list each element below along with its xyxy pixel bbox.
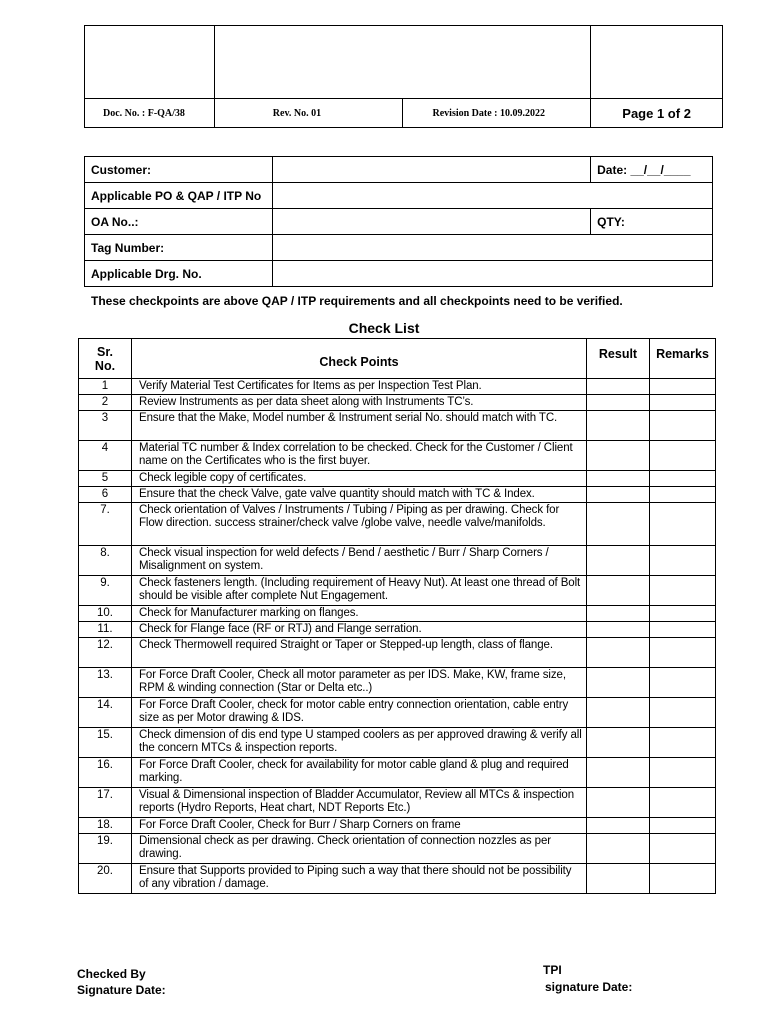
row-result-cell[interactable]	[587, 834, 650, 864]
row-result-cell[interactable]	[587, 471, 650, 487]
row-result-cell[interactable]	[587, 606, 650, 622]
row-sr-no: 8.	[79, 546, 132, 576]
row-sr-no: 19.	[79, 834, 132, 864]
row-sr-no: 5	[79, 471, 132, 487]
row-remarks-cell[interactable]	[650, 606, 716, 622]
row-remarks-cell[interactable]	[650, 487, 716, 503]
row-remarks-cell[interactable]	[650, 395, 716, 411]
row-remarks-cell[interactable]	[650, 622, 716, 638]
row-sr-no: 11.	[79, 622, 132, 638]
qty-label: QTY:	[591, 209, 713, 235]
row-sr-no: 7.	[79, 503, 132, 546]
row-result-cell[interactable]	[587, 546, 650, 576]
row-remarks-cell[interactable]	[650, 411, 716, 441]
checklist-row	[79, 622, 716, 638]
row-remarks-cell[interactable]	[650, 818, 716, 834]
row-check-point: Check Thermowell required Straight or Taper or Stepped-up length, class of flange.	[132, 638, 587, 668]
checklist-row	[79, 487, 716, 503]
row-check-point: Ensure that the check Valve, gate valve quantity should match with TC & Index.	[132, 487, 587, 503]
row-result-cell[interactable]	[587, 576, 650, 606]
checklist-row	[79, 668, 716, 698]
row-result-cell[interactable]	[587, 395, 650, 411]
row-remarks-cell[interactable]	[650, 546, 716, 576]
row-result-cell[interactable]	[587, 668, 650, 698]
row-remarks-cell[interactable]	[650, 576, 716, 606]
row-sr-no: 16.	[79, 758, 132, 788]
checklist-row	[79, 395, 716, 411]
row-remarks-cell[interactable]	[650, 503, 716, 546]
row-result-cell[interactable]	[587, 818, 650, 834]
logo-cell	[85, 26, 215, 99]
row-sr-no: 3	[79, 411, 132, 441]
drawing-label: Applicable Drg. No.	[85, 261, 273, 287]
checklist-row	[79, 471, 716, 487]
row-sr-no: 18.	[79, 818, 132, 834]
doc-number: Doc. No. : F-QA/38	[85, 99, 215, 128]
checklist-row	[79, 379, 716, 395]
checked-by-block	[77, 966, 166, 998]
row-check-point: Review Instruments as per data sheet along with Instruments TC’s.	[132, 395, 587, 411]
checklist-row	[79, 606, 716, 622]
row-check-point: For Force Draft Cooler, check for motor cable entry connection orientation, cable entry size as per Motor drawing & IDS.	[132, 698, 587, 728]
customer-field[interactable]	[272, 157, 590, 183]
row-sr-no: 10.	[79, 606, 132, 622]
row-check-point: Material TC number & Index correlation to be checked. Check for the Customer / Client name on the Certificates who is the first buyer.	[132, 441, 587, 471]
row-check-point: Verify Material Test Certificates for Items as per Inspection Test Plan.	[132, 379, 587, 395]
row-check-point: Ensure that the Make, Model number & Instrument serial No. should match with TC.	[132, 411, 587, 441]
row-result-cell[interactable]	[587, 864, 650, 894]
header-check-points: Check Points	[132, 339, 587, 379]
checklist-row	[79, 864, 716, 894]
row-sr-no: 14.	[79, 698, 132, 728]
row-result-cell[interactable]	[587, 411, 650, 441]
checklist-row	[79, 834, 716, 864]
row-remarks-cell[interactable]	[650, 864, 716, 894]
revision-number: Rev. No. 01	[214, 99, 402, 128]
row-remarks-cell[interactable]	[650, 834, 716, 864]
title-cell	[214, 26, 590, 99]
row-result-cell[interactable]	[587, 441, 650, 471]
row-remarks-cell[interactable]	[650, 698, 716, 728]
row-result-cell[interactable]	[587, 728, 650, 758]
row-remarks-cell[interactable]	[650, 788, 716, 818]
checklist-row	[79, 728, 716, 758]
checked-by-label: Checked By	[77, 967, 146, 981]
row-sr-no: 15.	[79, 728, 132, 758]
row-sr-no: 17.	[79, 788, 132, 818]
checklist-row	[79, 818, 716, 834]
row-check-point: Check for Flange face (RF or RTJ) and Flange serration.	[132, 622, 587, 638]
row-sr-no: 20.	[79, 864, 132, 894]
customer-label: Customer:	[85, 157, 273, 183]
row-check-point: Check for Manufacturer marking on flanges.	[132, 606, 587, 622]
document-header	[84, 25, 723, 128]
row-sr-no: 1	[79, 379, 132, 395]
checklist-row	[79, 698, 716, 728]
row-result-cell[interactable]	[587, 487, 650, 503]
checklist-row	[79, 546, 716, 576]
date-label: Date: __/__/____	[591, 157, 713, 183]
row-check-point: Check dimension of dis end type U stamped coolers as per approved drawing & verify all the concern MTCs & inspection reports.	[132, 728, 587, 758]
row-remarks-cell[interactable]	[650, 441, 716, 471]
row-result-cell[interactable]	[587, 622, 650, 638]
po-label: Applicable PO & QAP / ITP No	[85, 183, 273, 209]
drawing-field[interactable]	[272, 261, 712, 287]
checklist-row	[79, 638, 716, 668]
row-check-point: Check legible copy of certificates.	[132, 471, 587, 487]
tag-field[interactable]	[272, 235, 712, 261]
tpi-block	[543, 962, 632, 995]
tpi-signature-date-label: signature Date:	[545, 980, 633, 994]
row-sr-no: 9.	[79, 576, 132, 606]
checklist-row	[79, 788, 716, 818]
oa-field[interactable]	[272, 209, 590, 235]
customer-info-table	[84, 156, 713, 287]
checklist-row	[79, 758, 716, 788]
page-number: Page 1 of 2	[591, 99, 723, 128]
row-result-cell[interactable]	[587, 758, 650, 788]
row-check-point: For Force Draft Cooler, Check for Burr / Sharp Corners on frame	[132, 818, 587, 834]
row-result-cell[interactable]	[587, 788, 650, 818]
row-sr-no: 12.	[79, 638, 132, 668]
row-check-point: Ensure that Supports provided to Piping such a way that there should not be possibility of any vibration / damage.	[132, 864, 587, 894]
row-sr-no: 2	[79, 395, 132, 411]
checkpoint-note: These checkpoints are above QAP / ITP requirements and all checkpoints need to be verified.	[91, 294, 623, 308]
checklist-table	[78, 338, 716, 894]
row-check-point: Check orientation of Valves / Instruments / Tubing / Piping as per drawing. Check for Flow direction. success strainer/check valve /globe valve, needle valve/manifolds.	[132, 503, 587, 546]
checklist-row	[79, 576, 716, 606]
row-check-point: For Force Draft Cooler, check for availability for motor cable gland & plug and required marking.	[132, 758, 587, 788]
row-remarks-cell[interactable]	[650, 471, 716, 487]
row-remarks-cell[interactable]	[650, 728, 716, 758]
checklist-row	[79, 503, 716, 546]
row-remarks-cell[interactable]	[650, 638, 716, 668]
row-check-point: For Force Draft Cooler, Check all motor parameter as per IDS. Make, KW, frame size, RPM & winding connection (Star or Delta etc..)	[132, 668, 587, 698]
header-remarks: Remarks	[650, 339, 716, 379]
header-blank-cell	[591, 26, 723, 99]
row-remarks-cell[interactable]	[650, 379, 716, 395]
tpi-label: TPI	[543, 963, 562, 977]
checklist-row	[79, 411, 716, 441]
row-result-cell[interactable]	[587, 698, 650, 728]
row-check-point: Visual & Dimensional inspection of Bladder Accumulator, Review all MTCs & inspection reports (Hydro Reports, Heat chart, NDT Reports Etc.)	[132, 788, 587, 818]
row-check-point: Check visual inspection for weld defects / Bend / aesthetic / Burr / Sharp Corners / Misalignment on system.	[132, 546, 587, 576]
checked-signature-date-label: Signature Date:	[77, 983, 166, 997]
row-sr-no: 6	[79, 487, 132, 503]
header-result: Result	[587, 339, 650, 379]
row-sr-no: 4	[79, 441, 132, 471]
row-remarks-cell[interactable]	[650, 758, 716, 788]
row-result-cell[interactable]	[587, 379, 650, 395]
checklist-title: Check List	[348, 320, 420, 336]
po-field[interactable]	[272, 183, 712, 209]
checklist-row	[79, 441, 716, 471]
row-check-point: Check fasteners length. (Including requirement of Heavy Nut). At least one thread of Bolt should be visible after complete Nut Engagement.	[132, 576, 587, 606]
row-result-cell[interactable]	[587, 503, 650, 546]
row-result-cell[interactable]	[587, 638, 650, 668]
header-sr-no: Sr. No.	[79, 339, 132, 379]
row-sr-no: 13.	[79, 668, 132, 698]
row-remarks-cell[interactable]	[650, 668, 716, 698]
revision-date: Revision Date : 10.09.2022	[402, 99, 591, 128]
tag-label: Tag Number:	[85, 235, 273, 261]
row-check-point: Dimensional check as per drawing. Check orientation of connection nozzles as per drawing.	[132, 834, 587, 864]
oa-label: OA No..:	[85, 209, 273, 235]
